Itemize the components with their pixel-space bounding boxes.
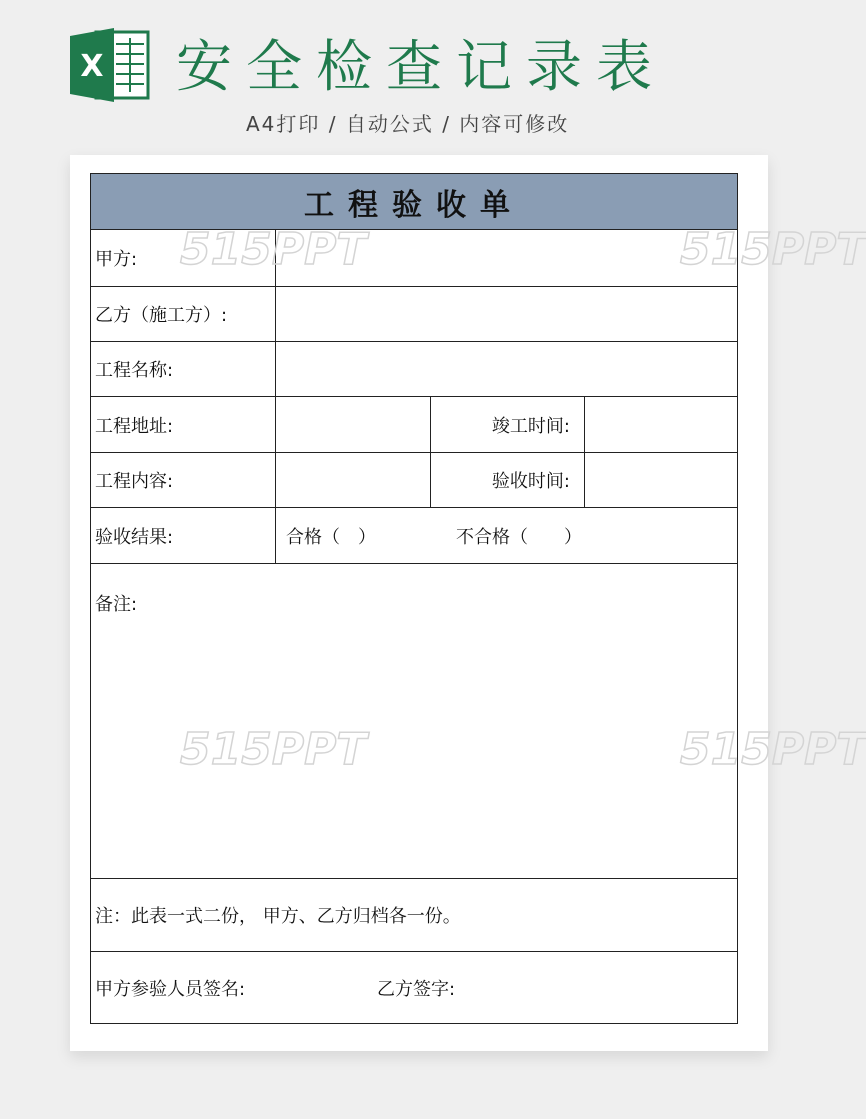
form-title: 工程验收单 [304, 187, 524, 223]
excel-icon [70, 26, 152, 104]
result-label: 验收结果: [95, 526, 174, 548]
project-content-field[interactable] [275, 453, 430, 507]
page-title: 安全检查记录表 [176, 35, 666, 100]
result-row [91, 507, 737, 563]
acceptance-time-label: 验收时间: [430, 453, 584, 507]
page-header [0, 0, 840, 150]
party-a-label: 甲方: [95, 249, 138, 270]
project-name-label: 工程名称: [95, 360, 174, 381]
form-title-row [91, 174, 737, 230]
party-a-field[interactable] [275, 230, 737, 286]
completion-time-label: 竣工时间: [430, 397, 584, 452]
project-address-label: 工程地址: [95, 415, 174, 437]
party-b-field[interactable] [275, 287, 737, 341]
signature-row [91, 951, 737, 1023]
project-name-row [91, 341, 737, 396]
acceptance-form [90, 173, 738, 1024]
note-text: 注：此表一式二份， 甲方、乙方归档各一份。 [95, 906, 461, 927]
remarks-label: 备注: [95, 594, 138, 615]
watermark: 515PPT [680, 224, 866, 275]
watermark: 515PPT [680, 724, 866, 775]
project-content-label: 工程内容: [95, 471, 174, 492]
remarks-row[interactable] [91, 563, 737, 878]
party-a-row [91, 230, 737, 286]
project-content-row [91, 452, 737, 507]
project-address-row [91, 396, 737, 452]
project-name-field[interactable] [275, 342, 737, 396]
party-b-label: 乙方（施工方）: [95, 305, 228, 326]
project-address-field[interactable] [275, 397, 430, 452]
acceptance-time-field[interactable] [584, 453, 737, 507]
completion-time-field[interactable] [584, 397, 737, 452]
party-b-sign-label: 乙方签字: [377, 978, 456, 1000]
logo-letter: X [80, 49, 104, 84]
fail-option[interactable]: 不合格（ ） [456, 526, 582, 548]
note-row [91, 878, 737, 951]
party-b-row [91, 286, 737, 341]
party-a-sign-label: 甲方参验人员签名: [95, 978, 246, 1000]
pass-option[interactable]: 合格（ ） [286, 526, 376, 548]
result-options [275, 508, 737, 563]
page-subtitle: A4打印 / 自动公式 / 内容可修改 [246, 112, 570, 136]
